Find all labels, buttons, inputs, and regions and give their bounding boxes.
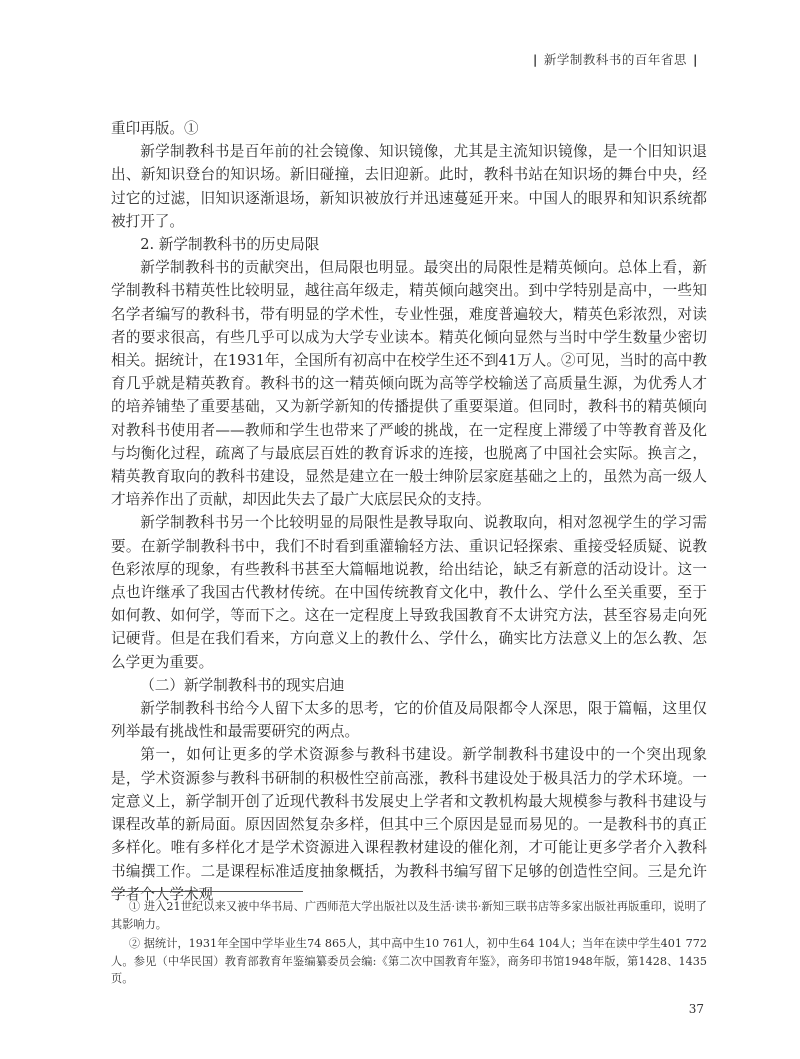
paragraph: 新学制教科书是百年前的社会镜像、知识镜像，尤其是主流知识镜像，是一个旧知识退出、新知识登台的知识场。新旧碰撞，去旧迎新。此时，教科书站在知识场的舞台中央，经过它的过滤，旧知识逐渐退场，新知识被放行并迅速蔓延开来。中国人的眼界和知识系统都被打开了。 xyxy=(111,143,707,230)
paragraph: 新学制教科书另一个比较明显的局限性是教导取向、说教取向，相对忽视学生的学习需要。在新学制教科书中，我们不时看到重灌输轻方法、重识记轻探索、重接受轻质疑、说教色彩浓厚的现象，有些教科书甚至大篇幅地说教，给出结论，缺乏有新意的活动设计。这一点也许继承了我国古代教材传统。在中国传统教育文化中，教什么、学什么至关重要，至于如何教、如何学，等而下之。这在一定程度上导致我国教育不太讲究方法，甚至容易走向死记硬背。但是在我们看来，方向意义上的教什么、学什么，确实比方法意义上的怎么教、怎么学更为重要。 xyxy=(111,514,707,671)
running-head-left-bar: | xyxy=(532,52,538,67)
running-head xyxy=(527,50,704,68)
footnotes xyxy=(111,898,707,990)
running-head-right-bar: | xyxy=(692,52,698,67)
footnote-divider xyxy=(111,891,303,892)
page-number: 37 xyxy=(688,1002,704,1016)
section-heading-modern-inspiration: （二）新学制教科书的现实启迪 xyxy=(140,676,345,694)
section-heading-historical-limits: 2. 新学制教科书的历史局限 xyxy=(140,236,320,254)
footnote-2: ② 据统计，1931年全国中学毕业生74 865人，其中高中生10 761人，初中生64 104人；当年在读中学生401 772人。参见（中华民国）教育部教育年鉴编纂委员会编:《第二次中国教育年鉴》，商务印书馆1948年版，第1428、1435页。 xyxy=(111,937,707,985)
running-head-title: 新学制教科书的百年省思 xyxy=(543,52,687,67)
paragraph: 新学制教科书给今人留下太多的思考，它的价值及局限都令人深思，限于篇幅，这里仅列举最有挑战性和最需要研究的两点。 xyxy=(111,700,707,741)
body-text xyxy=(111,117,707,906)
paragraph-continuation: 重印再版。① xyxy=(111,120,199,137)
paragraph: 新学制教科书的贡献突出，但局限也明显。最突出的局限性是精英倾向。总体上看，新学制教科书精英性比较明显，越往高年级走，精英倾向越突出。到中学特别是高中，一些知名学者编写的教科书，带有明显的学术性，专业性强，难度普遍较大，精英色彩浓烈，对读者的要求很高，有些几乎可以成为大学专业读本。精英化倾向显然与当时中学生数量少密切相关。据统计，在1931年，全国所有初高中在校学生还不到41万人。②可见，当时的高中教育几乎就是精英教育。教科书的这一精英倾向既为高等学校输送了高质量生源，为优秀人才的培养铺垫了重要基础，又为新学新知的传播提供了重要渠道。但同时，教科书的精英倾向对教科书使用者——教师和学生也带来了严峻的挑战，在一定程度上滞缓了中等教育普及化与均衡化过程，疏离了与最底层百姓的教育诉求的连接，也脱离了中国社会实际。换言之，精英教育取向的教科书建设，显然是建立在一般士绅阶层家庭基础之上的，虽然为高一级人才培养作出了贡献，却因此失去了最广大底层民众的支持。 xyxy=(111,259,707,509)
footnote-1: ① 进入21世纪以来又被中华书局、广西师范大学出版社以及生活·读书·新知三联书店等多家出版社再版重印，说明了其影响力。 xyxy=(111,900,707,931)
paragraph: 第一，如何让更多的学术资源参与教科书建设。新学制教科书建设中的一个突出现象是，学术资源参与教科书研制的积极性空前高涨，教科书建设处于极具活力的学术环境。一定意义上，新学制开创了近现代教科书发展史上学者和文教机构最大规模参与教科书建设与课程改革的新局面。原因固然复杂多样，但其中三个原因是显而易见的。一是教科书的真正多样化。唯有多样化才是学术资源进入课程教材建设的催化剂，才可能让更多学者介入教科书编撰工作。二是课程标准适度抽象概括，为教科书编写留下足够的创造性空间。三是允许学者个人学术观 xyxy=(111,746,707,903)
